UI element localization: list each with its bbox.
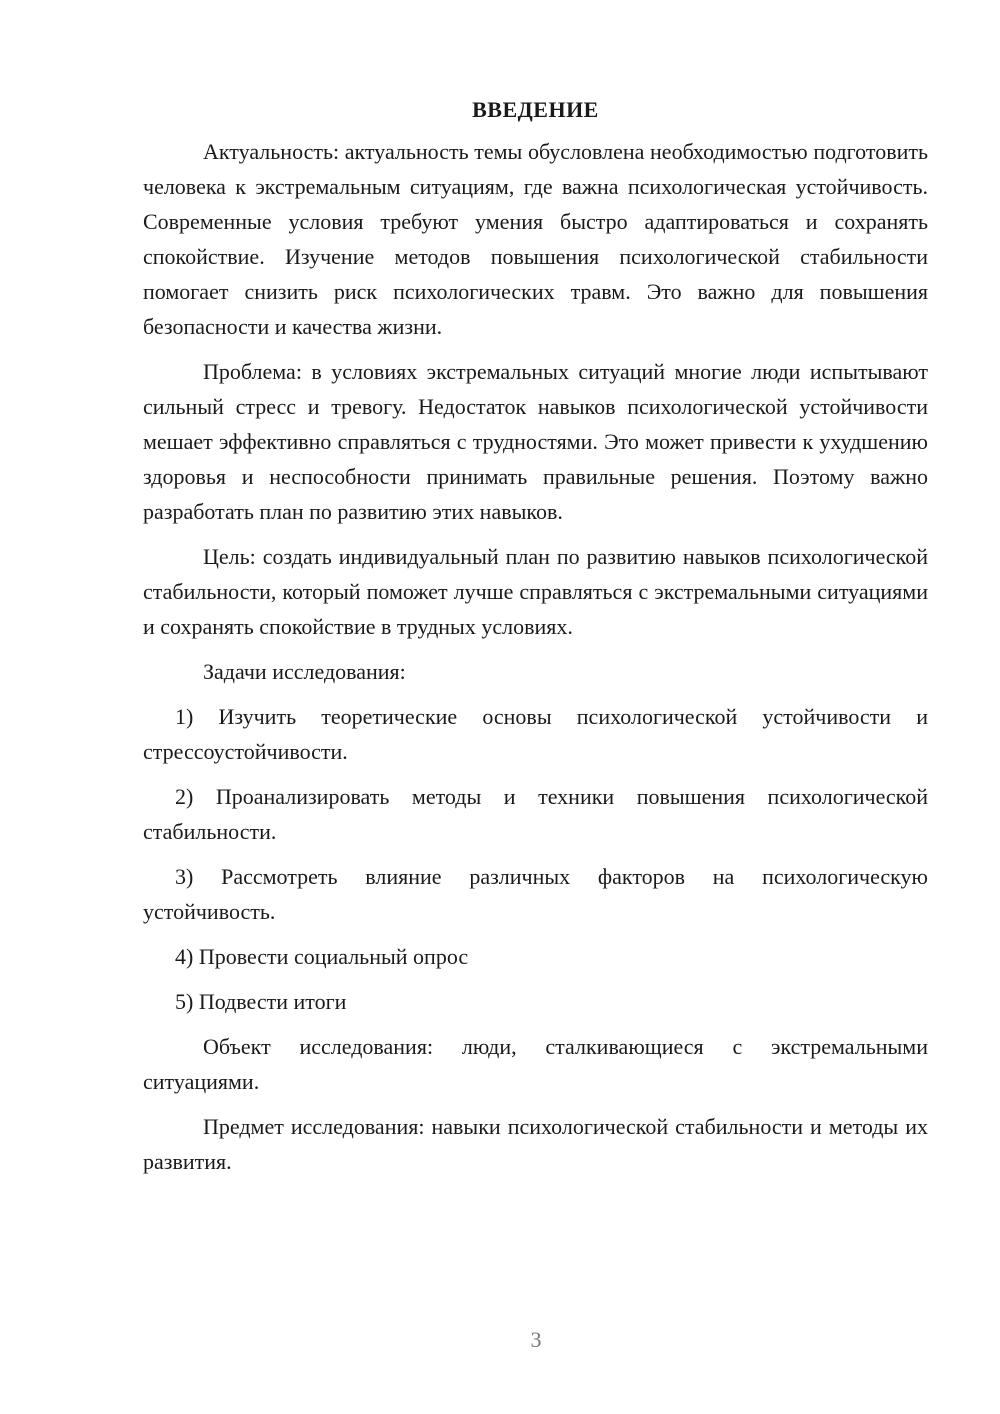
paragraph-relevance: Актуальность: актуальность темы обусловлена необходимостью подготовить человека к экстремальным ситуациям, где важна психологическая устойчивость. Современные условия требуют умения быстро адаптироваться и сохранять спокойствие. Изучение методов повышения психологической стабильности помогает снизить риск психологических травм. Это важно для повышения безопасности и качества жизни.: [143, 139, 928, 339]
paragraph-subject: Предмет исследования: навыки психологической стабильности и методы их развития.: [143, 1114, 928, 1174]
page-number: 3: [530, 1327, 542, 1352]
task-item: 2) Проанализировать методы и техники повышения психологической стабильности.: [143, 784, 928, 844]
task-item: 3) Рассмотреть влияние различных факторов на психологическую устойчивость.: [143, 864, 928, 924]
paragraph-problem: Проблема: в условиях экстремальных ситуаций многие люди испытывают сильный стресс и тревогу. Недостаток навыков психологической устойчивости мешает эффективно справляться с трудностями. Это может привести к ухудшению здоровья и неспособности принимать правильные решения. Поэтому важно разработать план по развитию этих навыков.: [143, 359, 928, 524]
section-title: ВВЕДЕНИЕ: [472, 97, 599, 122]
paragraph-goal: Цель: создать индивидуальный план по развитию навыков психологической стабильности, который поможет лучше справляться с экстремальными ситуациями и сохранять спокойствие в трудных условиях.: [143, 544, 928, 639]
paragraph-object: Объект исследования: люди, сталкивающиеся с экстремальными ситуациями.: [143, 1034, 928, 1094]
task-item: 1) Изучить теоретические основы психологической устойчивости и стрессоустойчивости.: [143, 704, 928, 764]
tasks-heading: Задачи исследования:: [203, 659, 406, 684]
task-item: 5) Подвести итоги: [175, 989, 347, 1014]
document-page: [143, 92, 928, 1189]
task-item: 4) Провести социальный опрос: [175, 944, 469, 969]
